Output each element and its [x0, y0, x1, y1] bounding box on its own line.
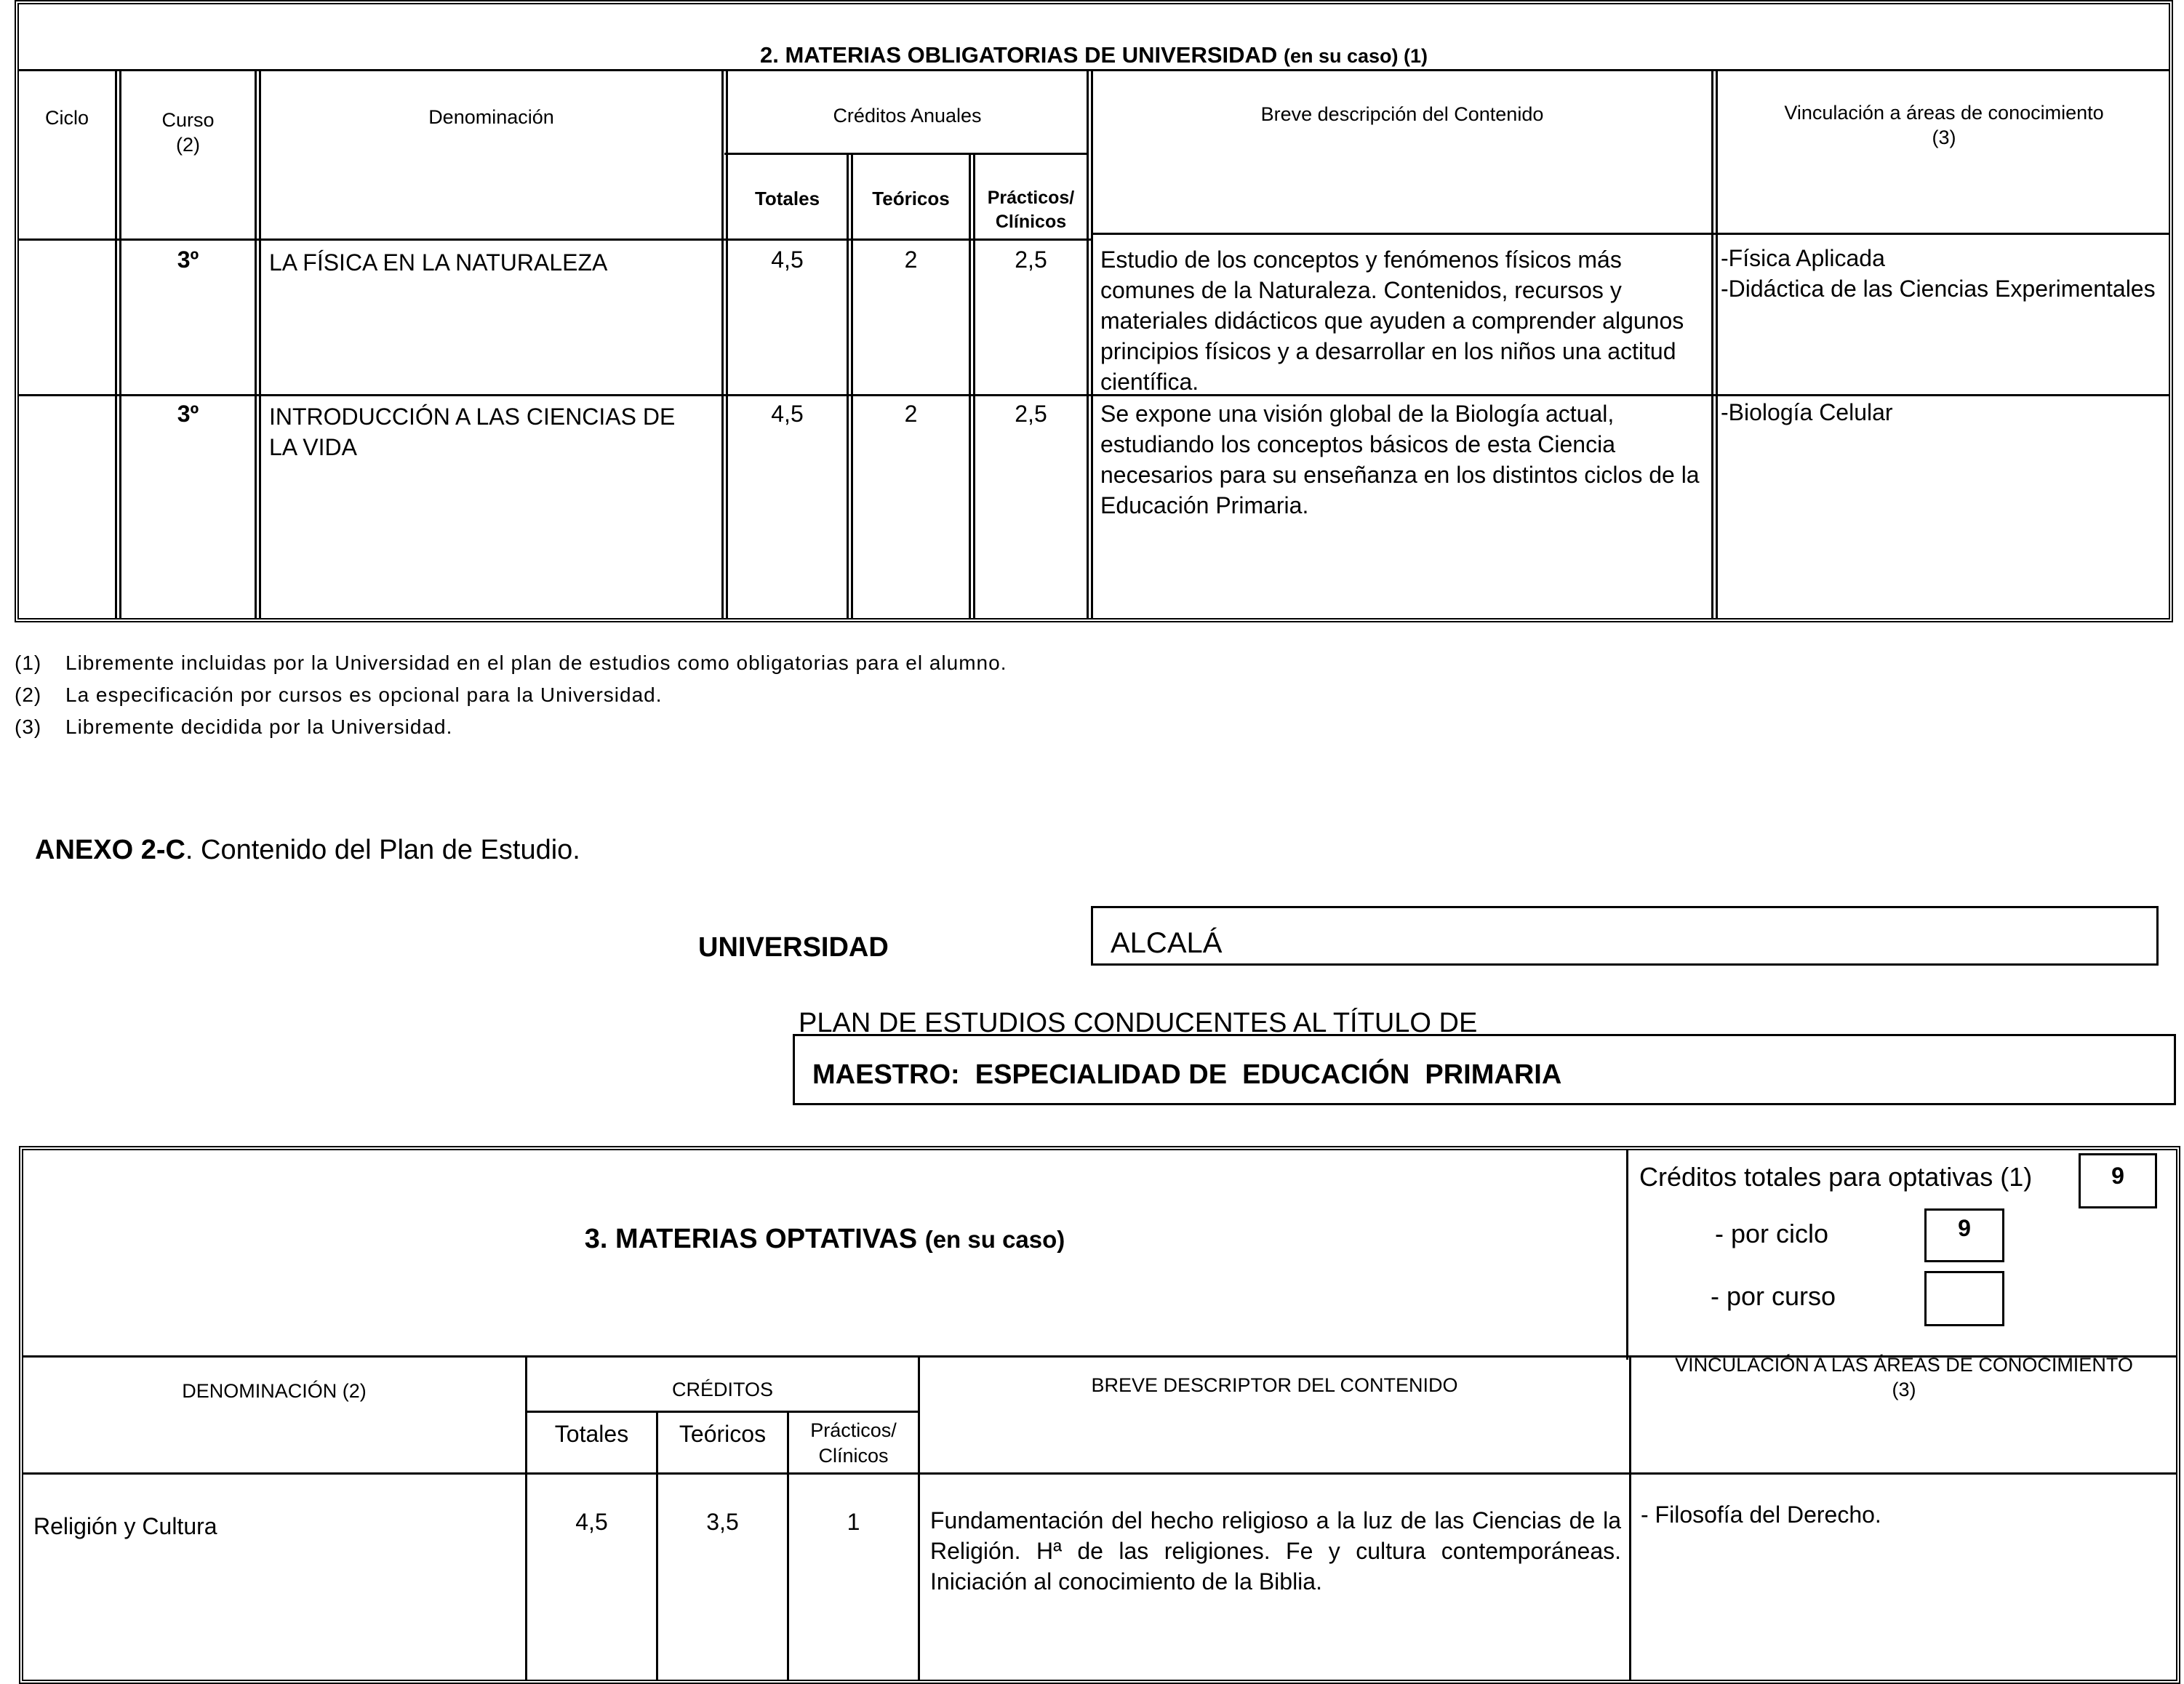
footnote-3	[15, 711, 1007, 743]
opt-header-descriptor: BREVE DESCRIPTOR DEL CONTENIDO	[1091, 1374, 1458, 1396]
header-practicos	[975, 186, 1087, 234]
divider	[1629, 1357, 1631, 1680]
footnote-1-num: (1)	[15, 651, 42, 674]
opt-row1-teoricos: 3,5	[706, 1509, 739, 1535]
divider	[19, 238, 1091, 241]
row1-practicos: 2,5	[1015, 246, 1047, 273]
anexo-text: . Contenido del Plan de Estudio.	[185, 835, 580, 865]
opt-header-vinculacion-note: (3)	[1892, 1379, 1916, 1400]
divider	[969, 154, 971, 618]
header-curso-note: (2)	[176, 134, 200, 156]
opt-header-practicos-label: Prácticos/	[810, 1419, 897, 1441]
row2-curso: 3º	[177, 401, 199, 427]
row2-teoricos: 2	[904, 401, 918, 427]
row1-denominacion: LA FÍSICA EN LA NATURALEZA	[269, 249, 608, 276]
opt-header-vinculacion-label: VINCULACIÓN A LAS ÁREAS DE CONOCIMIENTO	[1675, 1354, 2133, 1376]
creditos-totales-box	[2079, 1153, 2157, 1208]
opt-header-teoricos: Teóricos	[679, 1421, 767, 1447]
row1-areas	[1721, 243, 2172, 304]
opt-header-totales: Totales	[554, 1421, 629, 1447]
plan-box	[793, 1034, 2176, 1105]
por-ciclo-label: - por ciclo	[1715, 1219, 1829, 1248]
row1-area-1: -Física Aplicada	[1721, 245, 1885, 271]
divider	[1711, 71, 1713, 618]
header-ciclo: Ciclo	[44, 107, 89, 129]
obligatorias-frame	[15, 0, 2173, 622]
anexo-heading	[35, 835, 580, 866]
por-curso-label: - por curso	[1711, 1281, 1836, 1311]
divider	[19, 69, 2170, 71]
header-teoricos: Teóricos	[872, 188, 950, 209]
opt-row1-denominacion: Religión y Cultura	[33, 1513, 217, 1539]
row2-areas	[1721, 397, 2172, 428]
opt-row1-totales: 4,5	[575, 1509, 608, 1535]
opt-row1-areas: - Filosofía del Derecho.	[1641, 1501, 1881, 1528]
row1-descripcion: Estudio de los conceptos y fenómenos físicos más comunes de la Naturaleza. Contenidos, recursos y materiales didácticos que ayuden a comprender algunos principios físicos y a desarrollar en los niños una actitud científica.	[1100, 246, 1684, 395]
header-totales: Totales	[754, 188, 820, 209]
header-curso	[121, 108, 255, 157]
footnote-2	[15, 679, 1007, 711]
header-practicos-label: Prácticos/	[987, 188, 1075, 208]
header-vinculacion	[1718, 100, 2170, 150]
footnotes	[15, 647, 1007, 743]
universidad-value: ALCALÁ	[1111, 927, 1223, 959]
row2-totales: 4,5	[771, 401, 804, 427]
divider	[1626, 1149, 1628, 1360]
divider	[1091, 71, 1093, 618]
divider	[724, 153, 1088, 155]
divider	[255, 71, 257, 618]
opt-header-practicos	[789, 1418, 918, 1469]
row2-practicos: 2,5	[1015, 401, 1047, 427]
header-clinicos-label: Clínicos	[995, 212, 1067, 232]
plan-label: PLAN DE ESTUDIOS CONDUCENTES AL TÍTULO DE	[799, 1008, 1478, 1038]
row2-area-1: -Biología Celular	[1721, 399, 1893, 425]
opt-row1-practicos: 1	[847, 1509, 860, 1535]
optativas-title-suffix: (en su caso)	[924, 1226, 1065, 1253]
footnote-1-text: Libremente incluidas por la Universidad en el plan de estudios como obligatorias para el alumno.	[65, 651, 1007, 674]
creditos-totales-label: Créditos totales para optativas (1)	[1639, 1162, 2033, 1192]
anexo-label: ANEXO 2-C	[35, 835, 185, 865]
divider	[259, 71, 261, 618]
optativas-title	[23, 1224, 1626, 1255]
row2-denominacion: INTRODUCCIÓN A LAS CIENCIAS DE LA VIDA	[269, 404, 676, 460]
por-ciclo-value: 9	[1958, 1215, 1971, 1241]
header-curso-label: Curso	[161, 109, 215, 131]
opt-header-denominacion: DENOMINACIÓN (2)	[182, 1380, 367, 1402]
row1-curso: 3º	[177, 246, 199, 273]
header-vinculacion-note: (3)	[1932, 127, 1956, 148]
optativas-title-text: 3. MATERIAS OPTATIVAS	[584, 1224, 918, 1254]
divider	[1716, 71, 1718, 618]
divider	[721, 71, 724, 618]
footnote-3-text: Libremente decidida por la Universidad.	[65, 715, 453, 738]
divider	[847, 154, 849, 618]
plan-value: MAESTRO: ESPECIALIDAD DE EDUCACIÓN PRIMARIA	[812, 1059, 1562, 1090]
por-ciclo-box	[1924, 1208, 2004, 1262]
divider	[115, 71, 117, 618]
por-curso-box	[1924, 1271, 2004, 1326]
divider	[726, 71, 728, 618]
header-denominacion: Denominación	[428, 106, 554, 128]
divider	[19, 394, 2170, 396]
universidad-label: UNIVERSIDAD	[698, 932, 889, 963]
opt-header-vinculacion	[1631, 1352, 2177, 1402]
footnote-3-num: (3)	[15, 715, 42, 738]
divider	[851, 154, 853, 618]
divider	[23, 1472, 2176, 1475]
divider	[918, 1357, 920, 1680]
footnote-1	[15, 647, 1007, 679]
footnote-2-num: (2)	[15, 683, 42, 706]
universidad-box	[1091, 906, 2159, 966]
divider	[1087, 71, 1089, 618]
row1-totales: 4,5	[771, 246, 804, 273]
creditos-totales-value: 9	[2111, 1163, 2124, 1189]
divider	[525, 1411, 918, 1413]
row1-teoricos: 2	[904, 246, 918, 273]
row1-area-2: -Didáctica de las Ciencias Experimentales	[1721, 276, 2156, 302]
obligatorias-title	[15, 42, 2173, 68]
row2-descripcion: Se expone una visión global de la Biología actual, estudiando los conceptos básicos de esta Ciencia necesarios para su enseñanza en los distintos ciclos de la Educación Primaria.	[1100, 401, 1700, 518]
header-vinculacion-label: Vinculación a áreas de conocimiento	[1784, 102, 2104, 124]
divider	[656, 1412, 658, 1680]
opt-header-clinicos-label: Clínicos	[818, 1445, 889, 1467]
opt-row1-descriptor: Fundamentación del hecho religioso a la luz de las Ciencias de la Religión. Hª de las religiones. Fe y cultura contemporáneas. Iniciación al conocimiento de la Biblia.	[930, 1507, 1621, 1595]
obligatorias-title-suffix: (en su caso) (1)	[1283, 45, 1428, 67]
header-descripcion: Breve descripción del Contenido	[1260, 103, 1544, 125]
obligatorias-title-text: 2. MATERIAS OBLIGATORIAS DE UNIVERSIDAD	[759, 42, 1278, 68]
header-creditos-anuales: Créditos Anuales	[833, 105, 982, 127]
divider	[1091, 233, 2170, 235]
footnote-2-text: La especificación por cursos es opcional para la Universidad.	[65, 683, 663, 706]
opt-header-creditos: CRÉDITOS	[671, 1379, 774, 1400]
